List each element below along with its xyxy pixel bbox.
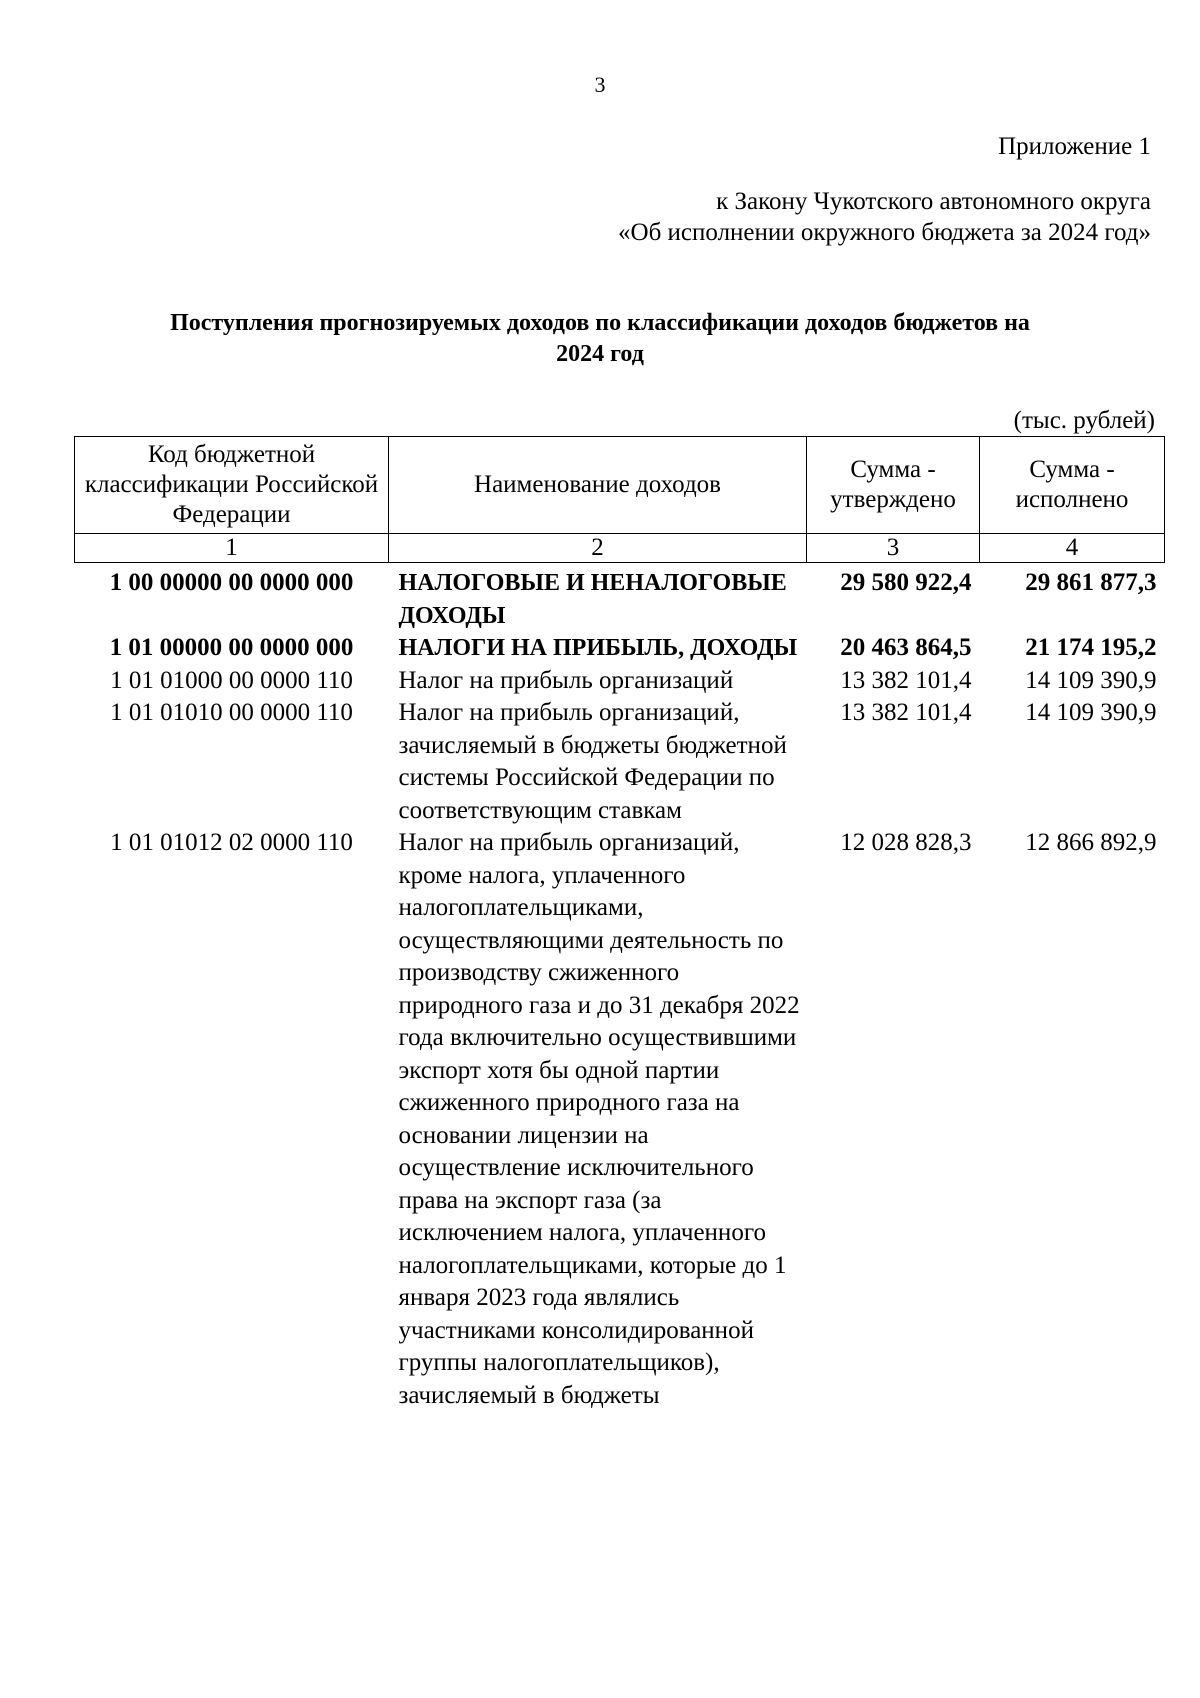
column-number-3: 3	[807, 534, 980, 563]
column-number-2: 2	[389, 534, 807, 563]
column-number-1: 1	[75, 534, 389, 563]
document-title-line-2: 2024 год	[556, 341, 644, 367]
row-approved: 13 382 101,4	[840, 666, 972, 694]
row-approved: 13 382 101,4	[840, 699, 972, 726]
row-executed: 29 861 877,3	[1025, 569, 1157, 596]
row-name: Налог на прибыль организаций	[398, 666, 734, 694]
table-row	[75, 827, 1165, 1412]
row-code: 1 01 01000 00 0000 110	[110, 666, 353, 694]
row-code: 1 00 00000 00 0000 000	[109, 569, 354, 596]
table-row	[75, 697, 1165, 827]
row-name: НАЛОГОВЫЕ И НЕНАЛОГОВЫЕ ДОХОДЫ	[398, 570, 787, 629]
row-approved: 20 463 864,5	[840, 634, 972, 661]
table-row	[75, 563, 1165, 633]
table-header-row	[75, 437, 1165, 534]
row-approved: 29 580 922,4	[840, 569, 972, 596]
row-name: Налог на прибыль организаций, зачисляемый в бюджеты бюджетной системы Российской Федерации по соответствующим ставкам	[398, 699, 787, 824]
column-number-4: 4	[980, 534, 1165, 563]
revenue-table	[74, 436, 1165, 1412]
law-reference-line-1: к Закону Чукотского автономного округа	[716, 188, 1151, 215]
document-title	[80, 308, 1120, 370]
table-column-numbers-row	[75, 534, 1165, 563]
table-row	[75, 665, 1165, 698]
header-code: Код бюджетной классификации Российской Федерации	[75, 437, 389, 534]
row-executed: 14 109 390,9	[1025, 666, 1157, 694]
header-name: Наименование доходов	[389, 437, 807, 534]
revenue-table-container	[74, 436, 1164, 1412]
row-code: 1 01 01010 00 0000 110	[110, 699, 353, 726]
row-executed: 21 174 195,2	[1025, 634, 1157, 661]
document-title-line-1: Поступления прогнозируемых доходов по классификации доходов бюджетов на	[170, 310, 1030, 336]
units-label: (тыс. рублей)	[1013, 407, 1155, 434]
row-name: НАЛОГИ НА ПРИБЫЛЬ, ДОХОДЫ	[398, 635, 798, 661]
row-name: Налог на прибыль организаций, кроме налога, уплаченного налогоплательщиками, осуществляющими деятельность по производству сжиженного природного газа и до 31 декабря 2022 года включительно осуществившими экспорт хотя бы одной партии сжиженного природного газа на основании лицензии на осуществление исключительного права на экспорт газа (за исключением налога, уплаченного налогоплательщиками, которые до 1 января 2023 года являлись участниками консолидированной группы налогоплательщиков), зачисляемый в бюджеты	[398, 829, 800, 1409]
row-executed: 12 866 892,9	[1025, 829, 1157, 856]
row-code: 1 01 01012 02 0000 110	[110, 829, 353, 856]
header-executed: Сумма - исполнено	[980, 437, 1165, 534]
law-reference	[618, 186, 1151, 248]
table-row	[75, 632, 1165, 665]
header-approved: Сумма - утверждено	[807, 437, 980, 534]
row-approved: 12 028 828,3	[840, 829, 972, 856]
row-code: 1 01 00000 00 0000 000	[109, 634, 354, 661]
appendix-label: Приложение 1	[998, 133, 1151, 160]
page-number: 3	[594, 72, 606, 97]
row-executed: 14 109 390,9	[1025, 699, 1157, 726]
law-reference-line-2: «Об исполнении окружного бюджета за 2024 год»	[618, 219, 1151, 246]
